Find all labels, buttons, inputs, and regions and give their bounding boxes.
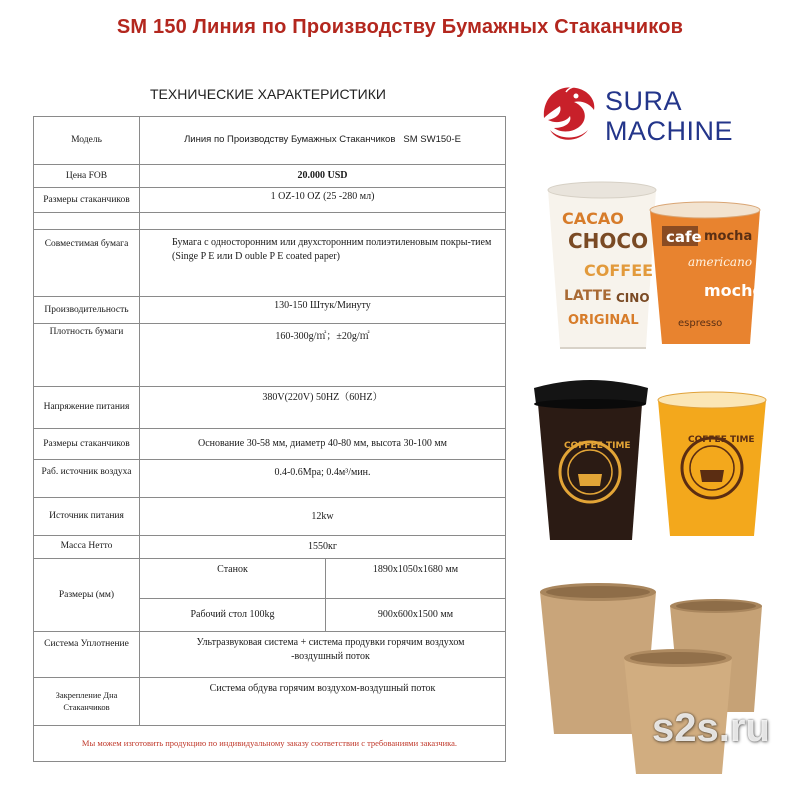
row-label-sealing: Система Уплотнение xyxy=(34,632,140,678)
dimensions-table-label: Рабочий стол 100kg xyxy=(140,598,326,632)
row-value-fixing: Система обдува горячим воздухом-воздушный поток xyxy=(140,678,506,726)
row-value-weight: 1550кг xyxy=(140,535,506,558)
spec-heading: ТЕХНИЧЕСКИЕ ХАРАКТЕРИСТИКИ xyxy=(150,86,386,102)
table-row xyxy=(34,188,506,213)
row-value-power: 12kw xyxy=(140,498,506,536)
logo-line1: SURA xyxy=(605,86,683,116)
row-label-air: Раб. источник воздуха xyxy=(34,460,140,498)
model-name: Линия по Производству Бумажных Стаканчиков xyxy=(184,134,396,146)
row-value-cup-dimensions: Основание 30-58 мм, диаметр 40-80 мм, высота 30-100 мм xyxy=(140,428,506,459)
dimensions-machine-label: Станок xyxy=(140,558,326,598)
cup-word: LATTE xyxy=(564,288,612,304)
cup-word: cafe xyxy=(666,228,702,246)
spec-table xyxy=(33,116,506,762)
table-row xyxy=(34,230,506,297)
row-value-productivity: 130-150 Штук/Минуту xyxy=(140,297,506,324)
watermark: s2s.ru xyxy=(652,706,770,750)
table-row xyxy=(34,213,506,230)
logo-line2: MACHINE xyxy=(605,116,734,146)
row-label-power: Источник питания xyxy=(34,498,140,536)
row-label-voltage: Напряжение питания xyxy=(34,387,140,429)
white-cup-image xyxy=(548,182,656,348)
cup-word: espresso xyxy=(678,318,723,329)
table-row xyxy=(34,387,506,429)
row-value-price: 20.000 USD xyxy=(140,165,506,188)
row-value-air: 0.4-0.6Mpa; 0.4м³/мин. xyxy=(140,460,506,498)
table-row xyxy=(34,678,506,726)
table-row xyxy=(34,428,506,459)
empty-cell xyxy=(34,213,140,230)
cup-word: CINO xyxy=(616,291,650,305)
cup-word: COFFEE xyxy=(584,261,654,280)
row-label-cup-size: Размеры стаканчиков xyxy=(34,188,140,213)
orange-cup-image xyxy=(650,202,764,344)
table-row xyxy=(34,632,506,678)
sura-fish-mark-icon xyxy=(544,86,594,139)
row-value-paper: Бумага с односторонним или двухсторонним полиэтиленовым покры-тием (Singe P E или D ouble P E coated paper) xyxy=(140,230,506,297)
table-row xyxy=(34,297,506,324)
row-label-price: Цена FOB xyxy=(34,165,140,188)
coffee-cups-photo-1 xyxy=(528,176,776,356)
cup-word: mocho xyxy=(704,281,764,300)
row-label-cup-dimensions: Размеры стаканчиков xyxy=(34,428,140,459)
yellow-cup-image xyxy=(658,392,766,536)
cup-word: CHOCO xyxy=(568,229,649,253)
row-label-paper: Совместимая бумага xyxy=(34,230,140,297)
cup-word: COFFEE TIME xyxy=(564,441,631,451)
row-label-weight: Масса Нетто xyxy=(34,535,140,558)
custom-order-notice: Мы можем изготовить продукцию по индивидуальному заказу соответствии с требованиями заказчика. xyxy=(34,726,506,762)
page-title: SM 150 Линия по Производству Бумажных Стаканчиков xyxy=(116,16,684,38)
logo-text xyxy=(605,86,733,146)
row-value-model xyxy=(140,117,506,165)
row-value-cup-size: 1 OZ-10 OZ (25 -280 мл) xyxy=(140,188,506,213)
model-code: SM SW150-E xyxy=(403,134,461,146)
cup-word: mocha xyxy=(704,229,753,244)
row-label-productivity: Производительность xyxy=(34,297,140,324)
row-value-sealing: Ультразвуковая система + система продувки горячим воздухом -воздушный поток xyxy=(140,632,506,678)
row-value-voltage: 380V(220V) 50HZ（60HZ） xyxy=(140,387,506,429)
empty-cell xyxy=(140,213,506,230)
row-label-model: Модель xyxy=(34,117,140,165)
cup-word: ORIGINAL xyxy=(568,313,639,328)
coffee-cups-photo-2 xyxy=(528,372,776,552)
row-value-density: 160-300g/㎡；±20g/㎡ xyxy=(140,324,506,387)
black-cup-image xyxy=(534,380,648,540)
table-row xyxy=(34,498,506,536)
table-row xyxy=(34,535,506,558)
dimensions-machine-value: 1890x1050x1680 мм xyxy=(326,558,506,598)
row-label-fixing: Закрепление Дна Стаканчиков xyxy=(34,678,140,726)
table-row xyxy=(34,324,506,387)
cup-word: americano xyxy=(688,255,753,269)
table-row xyxy=(34,165,506,188)
cup-word: COFFEE TIME xyxy=(688,435,755,445)
table-row xyxy=(34,558,506,598)
dimensions-table-value: 900x600x1500 мм xyxy=(326,598,506,632)
row-label-density: Плотность бумаги xyxy=(34,324,140,387)
row-label-dimensions: Размеры (мм) xyxy=(34,558,140,631)
table-row xyxy=(34,117,506,165)
table-row xyxy=(34,726,506,762)
cup-word: CACAO xyxy=(562,209,624,228)
table-row xyxy=(34,460,506,498)
